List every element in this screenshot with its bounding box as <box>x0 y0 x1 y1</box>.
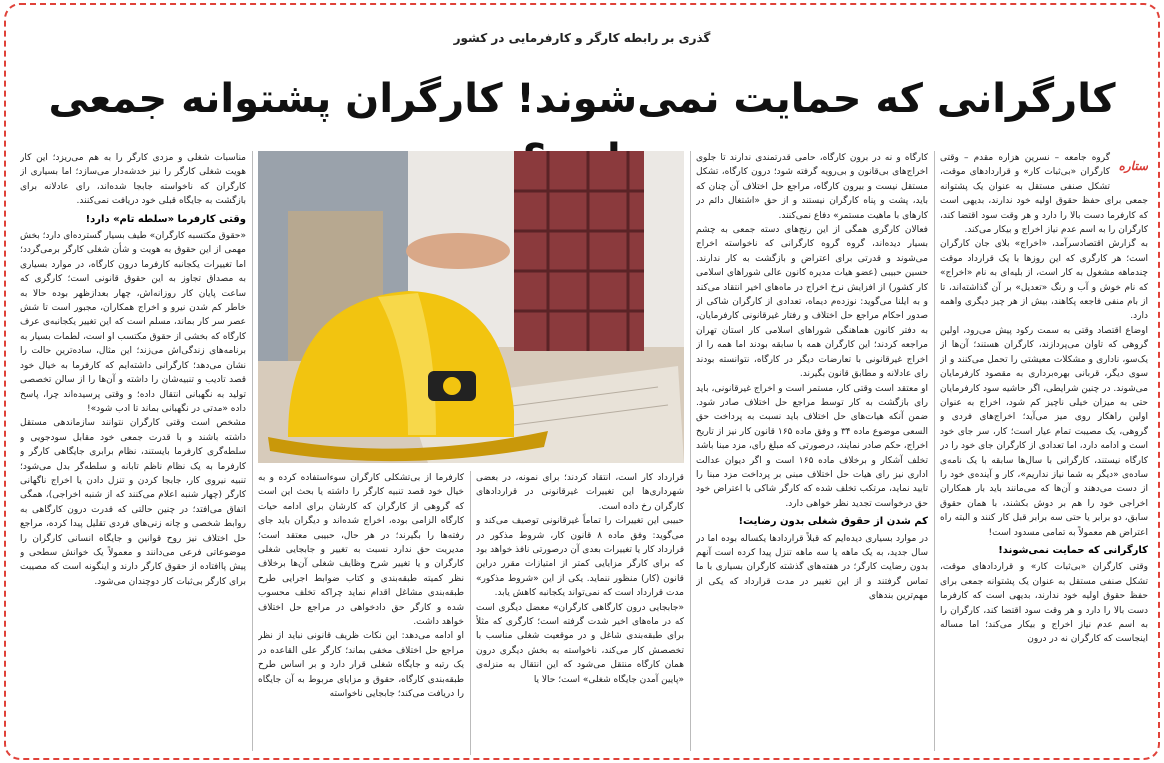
col3-paragraph-3: «جابجایی درون کارگاهی کارگران» معضل دیگری است که در ماه‌های اخیر شدت گرفته است؛ کارگری که مثلاً برای طبقه‌بندی شاغل و در موقعیت شغلی مناسب با تخصصش کار می‌کند، ناخواسته به بخش دیگری درون همان کارگاه منتقل می‌شود که این انتقال به منزله‌ی «پایین آمدن جایگاه شغلی» است؛ حالا یا <box>476 602 684 685</box>
column-divider <box>690 151 691 751</box>
col2-paragraph-1: کارگاه و نه در برون کارگاه، حامی قدرتمندی ندارند تا جلوی اخراج‌های بی‌قانون و بی‌رویه گرفته شود؛ درون کارگاه، تشکل مستقل نیست و بیرون کارگاه، مراجع حل اختلاف آن چنان که باید، پشت و پناه کارگران نیستند و از حق «اشتغال دائم در کارهای با ماهیت مستمر» دفاع نمی‌کنند. <box>696 153 928 221</box>
col3-paragraph-1: قرارداد کار است، انتقاد کردند؛ برای نمونه، در بعضی شهرداری‌ها این تغییرات غیرقانونی در قراردادهای کارگران رخ داده است. <box>476 473 684 512</box>
column-divider <box>934 151 935 751</box>
newspaper-page <box>4 3 1160 760</box>
col2-paragraph-3: او معتقد است وقتی کار، مستمر است و اخراج غیرقانونی، باید رای بازگشت به کار توسط مراجع حل اختلاف صادر شود. ضمن آنکه هیات‌های حل اختلاف باید نسبت به پرداخت حق السعی موضوع ماده ۳۴ و وفق ماده ۱۶۵ قانون کار نیز از تاریخ اخراج، حکم صادر نمایند، درصورتی که مبلغ رای، مزد مبنا باشد تخلف آشکار و برخلاف ماده ۱۶۵ است و اگر دیوان عدالت اداری نیز رای هیات حل اختلاف مبنی بر پرداخت مزد مبنا را تایید نماید، مرتکب تخلف شده که کارگر شاکی با اعتراض خود حق درخواست تجدید نظر خواهی دارد. <box>696 383 928 509</box>
article-photo <box>258 151 684 463</box>
col5-paragraph-3: مشخص است وقتی کارگران نتوانند سازماندهی مستقل داشته باشند و با قدرت جمعی خود مقابل سودجویی و سلطه‌گری کارفرما بایستند، نظام برابری جایگاهی کارگر و کارفرما به یک نظام ناظم تابانه و سلطه‌گر بدل می‌شود؛ تنبیه نیروی کار، جابجا کردن و تنزل دادن یا اخراج ناگهانی کارگر (چهار شنبه اعلام می‌کنند که از شنبه اخراجی)، همگی اتفاق می‌افتد؛ در چنین حالتی که قدرت درون کارگاهی به روابط شخصی و چانه زنی‌های فردی تقلیل پیدا کرده، مراجع حل اختلاف نیز روح قوانین و جایگاه انسانی کارگران را موضوعاتی فرعی می‌دانند و معمولاً یک خوانش سطحی و پیش پاافتاده از حقوق کارگر دارند و اینگونه است که مصیبت برای کارگر بی‌ثبات کار دوچندان می‌شود. <box>20 418 246 587</box>
column-5 <box>20 151 246 755</box>
col2-subhead: کم شدن از حقوق شغلی بدون رضایت! <box>738 516 928 528</box>
column-divider <box>470 471 471 755</box>
col4-paragraph-2: او ادامه می‌دهد: این نکات ظریف قانونی نباید از نظر مراجع حل اختلاف مخفی بماند؛ کارگر علی القاعده در یک رتبه و جایگاه شغلی قرار دارد و بر اساس طرح طبقه‌بندی کارگاه، حقوق و مزایای مربوط به آن جایگاه را دریافت می‌کند؛ جابجایی ناخواسته <box>258 631 464 700</box>
column-2 <box>696 151 928 755</box>
tape-measure-dial <box>443 377 461 395</box>
column-1 <box>940 151 1148 755</box>
handshake <box>406 233 510 269</box>
headline: کارگرانی که حمایت نمی‌شوند! کارگران پشتوانه جمعی <box>48 76 1116 122</box>
column-4 <box>258 471 464 755</box>
col1-paragraph-2: به گزارش اقتصادسرآمد، «اخراج» بلای جان کارگران است؛ هر کارگری که این روزها با یک قرارداد موقت چندماهه مشغول به کار است، از بلیه‌ای به نام «اخراج» که نام خوش و آب و رنگ «تعدیل» بر آن گذاشته‌اند، تا از بام منفی فاجعه پکاهند، بیش از هر چیز دیگری واهمه دارد. <box>940 239 1148 322</box>
col4-paragraph-1: کارفرما از بی‌تشکلی کارگران سوءاستفاده کرده و به خیال خود قصد تنبیه کارگر را داشته یا بحث این است که گروهی از کارگران که کارشان برای ادامه حیات کارگاه الزامی بوده، اخراج شده‌اند و دیگران باید جای رفته‌ها را بگیرند؛ در هر حال، حبیبی معتقد است؛ مدیریت حق ندارد نسبت به تغییر و جابجایی شغلی کارگران و یا تغییر شرح وظایف شغلی آن‌ها برخلاف نظر کمیته طبقه‌بندی و کتاب ضوابط اجرایی طرح طبقه‌بندی مشاغل اقدام نماید چراکه تخلف محسوب شده و کارگر حق دادخواهی در مراجع حل اختلاف خواهد داشت. <box>258 473 464 628</box>
col2-paragraph-2: فعالان کارگری همگی از این رنج‌های دسته جمعی به چشم بسیار دیده‌اند، گروه گروه کارگرانی که ناخواسته اخراج می‌شوند و قدرتی برای اعتراض و بازگشت به کار ندارند. حسین حبیبی (عضو هیات مدیره کانون عالی شوراهای اسلامی کار کشور) از افزایش نرخ اخراج در ماه‌های اخیر انتقاد می‌کند و به ایلنا می‌گوید: نوزده‌م دیماه، تعدادی از کارگران شاکی از صدور احکام مراجع حل اختلاف و رفتار غیرقانونی کارفرمایان، به دفتر کانون هماهنگی شوراهای اسلامی کار استان تهران مراجعه کردند؛ این کارگران همه با سابقه بودند اما همه را از اخراج غیرقانونی با تعارضات دیگر در کارگاه، نتوانسته بودند رای عادلانه و مطابق قانون بگیرند. <box>696 225 928 380</box>
col2-paragraph-4: در موارد بسیاری دیده‌ایم که قبلاً قراردادها یکساله بوده اما در سال جدید، به یک ماهه یا سه ماهه تنزل پیدا کرده است آنهم بدون رضایت کارگر؛ در هفته‌های گذشته کارگران بسیاری با ما تماس گرفتند و از این تغییر در مدت قرارداد که یکی از مهم‌ترین بندهای <box>696 533 928 602</box>
col3-paragraph-2: حبیبی این تغییرات را تماماً غیرقانونی توصیف می‌کند و می‌گوید: وفق ماده ۸ قانون کار، شروط مذکور در قرارداد کار یا تغییرات بعدی آن درصورتی نافذ خواهد بود که برای کارگر مزایایی کمتر از امتیازات مقرر دراین قانون (کار) منظور ننماید. یکی از این «شروط مذکور» مدت قرارداد است که نمی‌تواند یکجانبه کاهش یابد. <box>476 516 684 599</box>
col5-subhead: وقتی کارفرما «سلطه تام» دارد! <box>85 213 246 225</box>
column-3 <box>476 471 684 755</box>
col1-subhead: کارگرانی که حمایت نمی‌شوند! <box>998 544 1148 556</box>
worker-right-shirt <box>514 151 644 351</box>
col5-paragraph-2: «حقوق مکتسبه کارگران» طیف بسیار گسترده‌ای دارد؛ بخش مهمی از این حقوق به هویت و شأن شغلی کارگر برمی‌گردد؛ اما تغییرات یکجانبه کارفرما درون کارگاه، در موارد بسیاری به مصداق تجاوز به این حقوق قانونی است؛ کارگری که ساعت پایان کار روزانه‌اش، چهار بعدازظهر بوده حالا به خاطر کم شدن نیرو و اخراج همکاران، مجبور است تا شش عصر سر کار بماند، مسلم است که این تغییر یکجانبه‌ی عرف کارگاه که بخشی از حقوق مکتسب او است، لطمات بسیار به برنامه‌های زندگی‌اش می‌زند؛ این مثال، ساده‌ترین حالت را نشان می‌دهد؛ کارگرانی داشته‌ایم که کارفرما به خیال خود قصد تادیب و تنبیه‌شان را داشته و آن‌ها را از سالن تخصصی تولید به نگهبانی انتقال داده؛ و وقتی پرسیده‌اند چرا، پاسخ داده «مدتی در نگهبانی بماند تا ادب شود»! <box>20 231 246 414</box>
kicker: گذری بر رابطه کارگر و کارفرمایی در کشور <box>453 31 711 45</box>
helmet-photo-illustration <box>258 151 684 463</box>
col1-intro: گروه جامعه – نسرین هزاره مقدم – وقتی کارگران «بی‌ثبات کار» و قراردادهای موقت، تشکل صنفی مستقل به عنوان یک پشتوانه جمعی برای حفظ حقوق اولیه خود ندارند، بدیهی است که کارفرما دست بالا را دارد و هر وقت سود اقتضا کند، کارگران را به اسم عدم نیاز اخراج و بیکار می‌کند. <box>940 153 1148 236</box>
byline-logo: ستاره <box>1118 159 1148 173</box>
col1-paragraph-3: اوضاع اقتصاد وقتی به سمت رکود پیش می‌رود، اولین گروهی که تاوان می‌پردازند، کارگران هستند؛ آن‌ها از یک‌سو، ناداری و مشکلات معیشتی را تحمل می‌کنند و از سوی دیگر، قربانی بهره‌برداری به مقصود کارفرمایان می‌شوند. در چنین شرایطی، اگر حاشیه سود کارفرمایان حتی به میزان خیلی ناچیز کم شود، اخراج به عنوان اولین راهکار روی میز می‌آید؛ اخراج‌های فردی و گروهی، یک مصیبت تمام عیار است؛ کار، سر جای خود است و ادامه دارد، اما تعدادی از کارگران جای خود را در کارگاه نیستند، کارگرانی با سال‌ها سابقه با یک نامه‌ی ساده‌ی «دیگر به شما نیاز نداریم»، کار و آینده‌ی خود را از دست می‌دهند و آن‌ها که می‌مانند باید بار همکاران اخراجی خود را هم بر دوش بکشند، با همان حقوق سابق، دو برابر یا حتی سه برابر قبل کار کنند و البته راه اعتراض هم معمولاً به تمامی مسدود است! <box>940 325 1148 538</box>
col5-paragraph-1: مناسبات شغلی و مزدی کارگر را به هم می‌ریزد؛ این کار هویت شغلی کارگر را نیز خدشه‌دار می‌سازد؛ اما بسیاری از کارگران که ناخواسته جابجا شده‌اند، رای عادلانه برای بازگشت به جایگاه قبلی خود دریافت نمی‌کنند. <box>20 153 246 207</box>
column-divider <box>252 151 253 751</box>
col1-paragraph-4: وقتی کارگران «بی‌ثبات کار» و قراردادهای موقت، تشکل صنفی مستقل به عنوان یک پشتوانه جمعی برای حفظ حقوق اولیه خود ندارند، بدیهی است که کارفرما دست بالا را دارد و هر وقت سود اقتضا کند، کارگران را به اسم عدم نیاز اخراج و بیکار می‌کند؛ اما مساله اینجاست که کارگران نه در درون <box>940 562 1148 645</box>
